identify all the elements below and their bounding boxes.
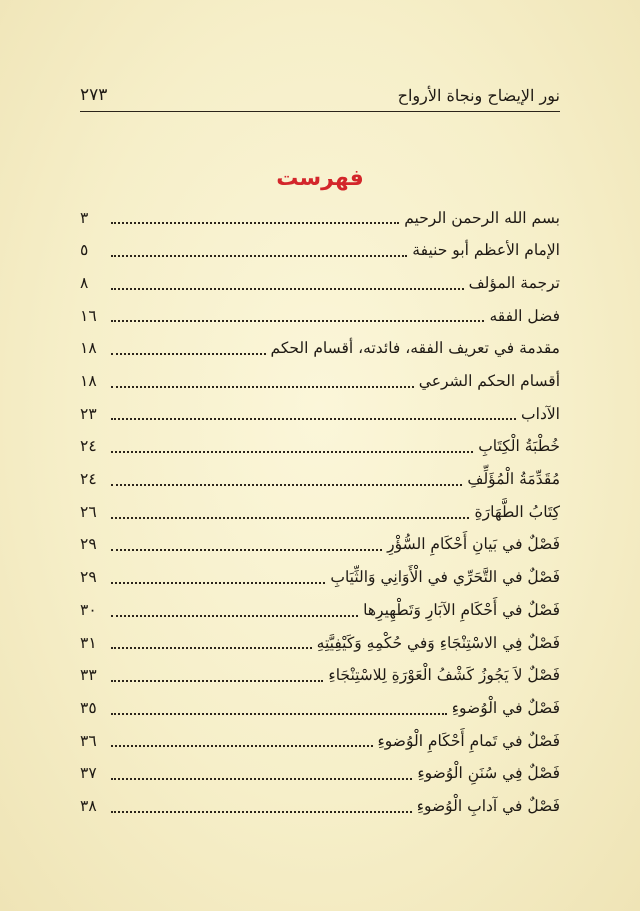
toc-entry [80, 235, 560, 268]
dot-leader [111, 386, 414, 388]
dot-leader [111, 745, 373, 747]
toc-entry [80, 365, 560, 398]
toc-entry-title: فَصْلٌ في التَّحَرِّي في الْأَوَانِي وَالثِّيَابِ [330, 568, 560, 587]
toc-entry-page: ٣٨ [80, 796, 97, 815]
toc-entry-page: ١٨ [80, 339, 97, 358]
dot-leader [111, 222, 399, 224]
toc-entry-title: فَصْلٌ فِي الاسْتِنْجَاءِ وَفي حُكْمِهِ وَكَيْفِيَّتِهِ [316, 633, 560, 652]
book-title: نور الإيضاح ونجاة الأرواح [397, 85, 560, 105]
toc-entry-title: فَصْلٌ في تَمامِ أَحْكَامِ الْوُضوءِ [377, 731, 560, 750]
toc-entry-page: ٣٦ [80, 731, 97, 750]
dot-leader [111, 484, 462, 486]
toc-entry-title: فَصْلٌ لاَ يَجُوزُ كَشْفُ الْعَوْرَةِ لِلاسْتِنْجَاءِ [328, 666, 560, 685]
toc-entry-title: فَصْلٌ فِي سُنَنِ الْوُضوءِ [417, 764, 560, 783]
dot-leader [111, 255, 407, 257]
dot-leader [111, 418, 516, 420]
toc-entry-page: ١٨ [80, 372, 97, 391]
dot-leader [111, 320, 484, 322]
dot-leader [111, 680, 323, 682]
toc-entry-page: ٢٣ [80, 404, 97, 423]
toc-entry-page: ٥ [80, 241, 89, 260]
running-header [80, 79, 560, 112]
toc-entry [80, 431, 560, 464]
dot-leader [111, 288, 464, 290]
toc-entry-page: ٣٠ [80, 600, 97, 619]
toc-entry-title: فَصْلٌ في أَحْكَامِ الآبَارِ وَتَطْهِيرِها [363, 600, 560, 619]
toc-heading: فهرست [276, 166, 364, 191]
toc-entry [80, 594, 560, 627]
toc-entry-title: أقسام الحكم الشرعي [418, 372, 560, 391]
toc-entry [80, 267, 560, 300]
toc-entry-page: ٣١ [80, 633, 97, 652]
toc-entry-page: ٢٤ [80, 437, 97, 456]
toc-entry-page: ٣ [80, 208, 89, 227]
toc-entry [80, 562, 560, 595]
toc-entry-page: ٢٩ [80, 568, 97, 587]
dot-leader [111, 615, 358, 617]
toc-entry [80, 692, 560, 725]
toc-entry [80, 496, 560, 529]
dot-leader [111, 353, 266, 355]
toc-entry-page: ٣٣ [80, 666, 97, 685]
toc-entry-page: ٨ [80, 273, 89, 292]
toc-entry-page: ١٦ [80, 306, 97, 325]
toc-entry-title: فَصْلٌ في بَيانِ أَحْكَامِ السُّؤْرِ [387, 535, 560, 554]
toc-entry [80, 790, 560, 823]
dot-leader [111, 451, 473, 453]
toc-entry-title: فَصْلٌ في آدابِ الْوُضوءِ [416, 796, 560, 815]
page-number: ٢٧٣ [80, 85, 108, 105]
toc-list [80, 202, 560, 823]
toc-entry-page: ٢٤ [80, 470, 97, 489]
dot-leader [111, 778, 412, 780]
toc-entry-title: كِتَابُ الطَّهَارَةِ [474, 502, 560, 521]
toc-entry [80, 464, 560, 497]
toc-entry-title: ترجمة المؤلف [468, 273, 560, 292]
toc-entry [80, 725, 560, 758]
toc-entry [80, 333, 560, 366]
dot-leader [111, 549, 382, 551]
dot-leader [111, 713, 447, 715]
toc-entry [80, 660, 560, 693]
toc-entry-title: مقدمة في تعريف الفقه، فائدته، أقسام الحكم [270, 339, 560, 358]
toc-entry-page: ٢٦ [80, 502, 97, 521]
toc-entry-page: ٢٩ [80, 535, 97, 554]
toc-entry-page: ٣٥ [80, 698, 97, 717]
toc-entry-title: بسم الله الرحمن الرحيم [404, 208, 560, 227]
toc-entry [80, 627, 560, 660]
toc-entry [80, 202, 560, 235]
toc-entry-title: الآداب [521, 404, 560, 423]
toc-entry-title: فَصْلٌ في الْوُضوءِ [451, 698, 560, 717]
toc-entry [80, 758, 560, 791]
toc-entry [80, 398, 560, 431]
toc-entry-title: مُقَدِّمَةُ الْمُؤَلِّفِ [467, 470, 560, 489]
dot-leader [111, 647, 312, 649]
toc-entry [80, 300, 560, 333]
toc-entry-title: خُطْبَةُ الْكِتَابِ [478, 437, 560, 456]
toc-entry-page: ٣٧ [80, 764, 97, 783]
dot-leader [111, 582, 325, 584]
toc-entry-title: فضل الفقه [489, 306, 560, 325]
toc-entry [80, 529, 560, 562]
dot-leader [111, 811, 412, 813]
toc-entry-title: الإمام الأعظم أبو حنيفة [412, 241, 560, 260]
dot-leader [111, 517, 469, 519]
